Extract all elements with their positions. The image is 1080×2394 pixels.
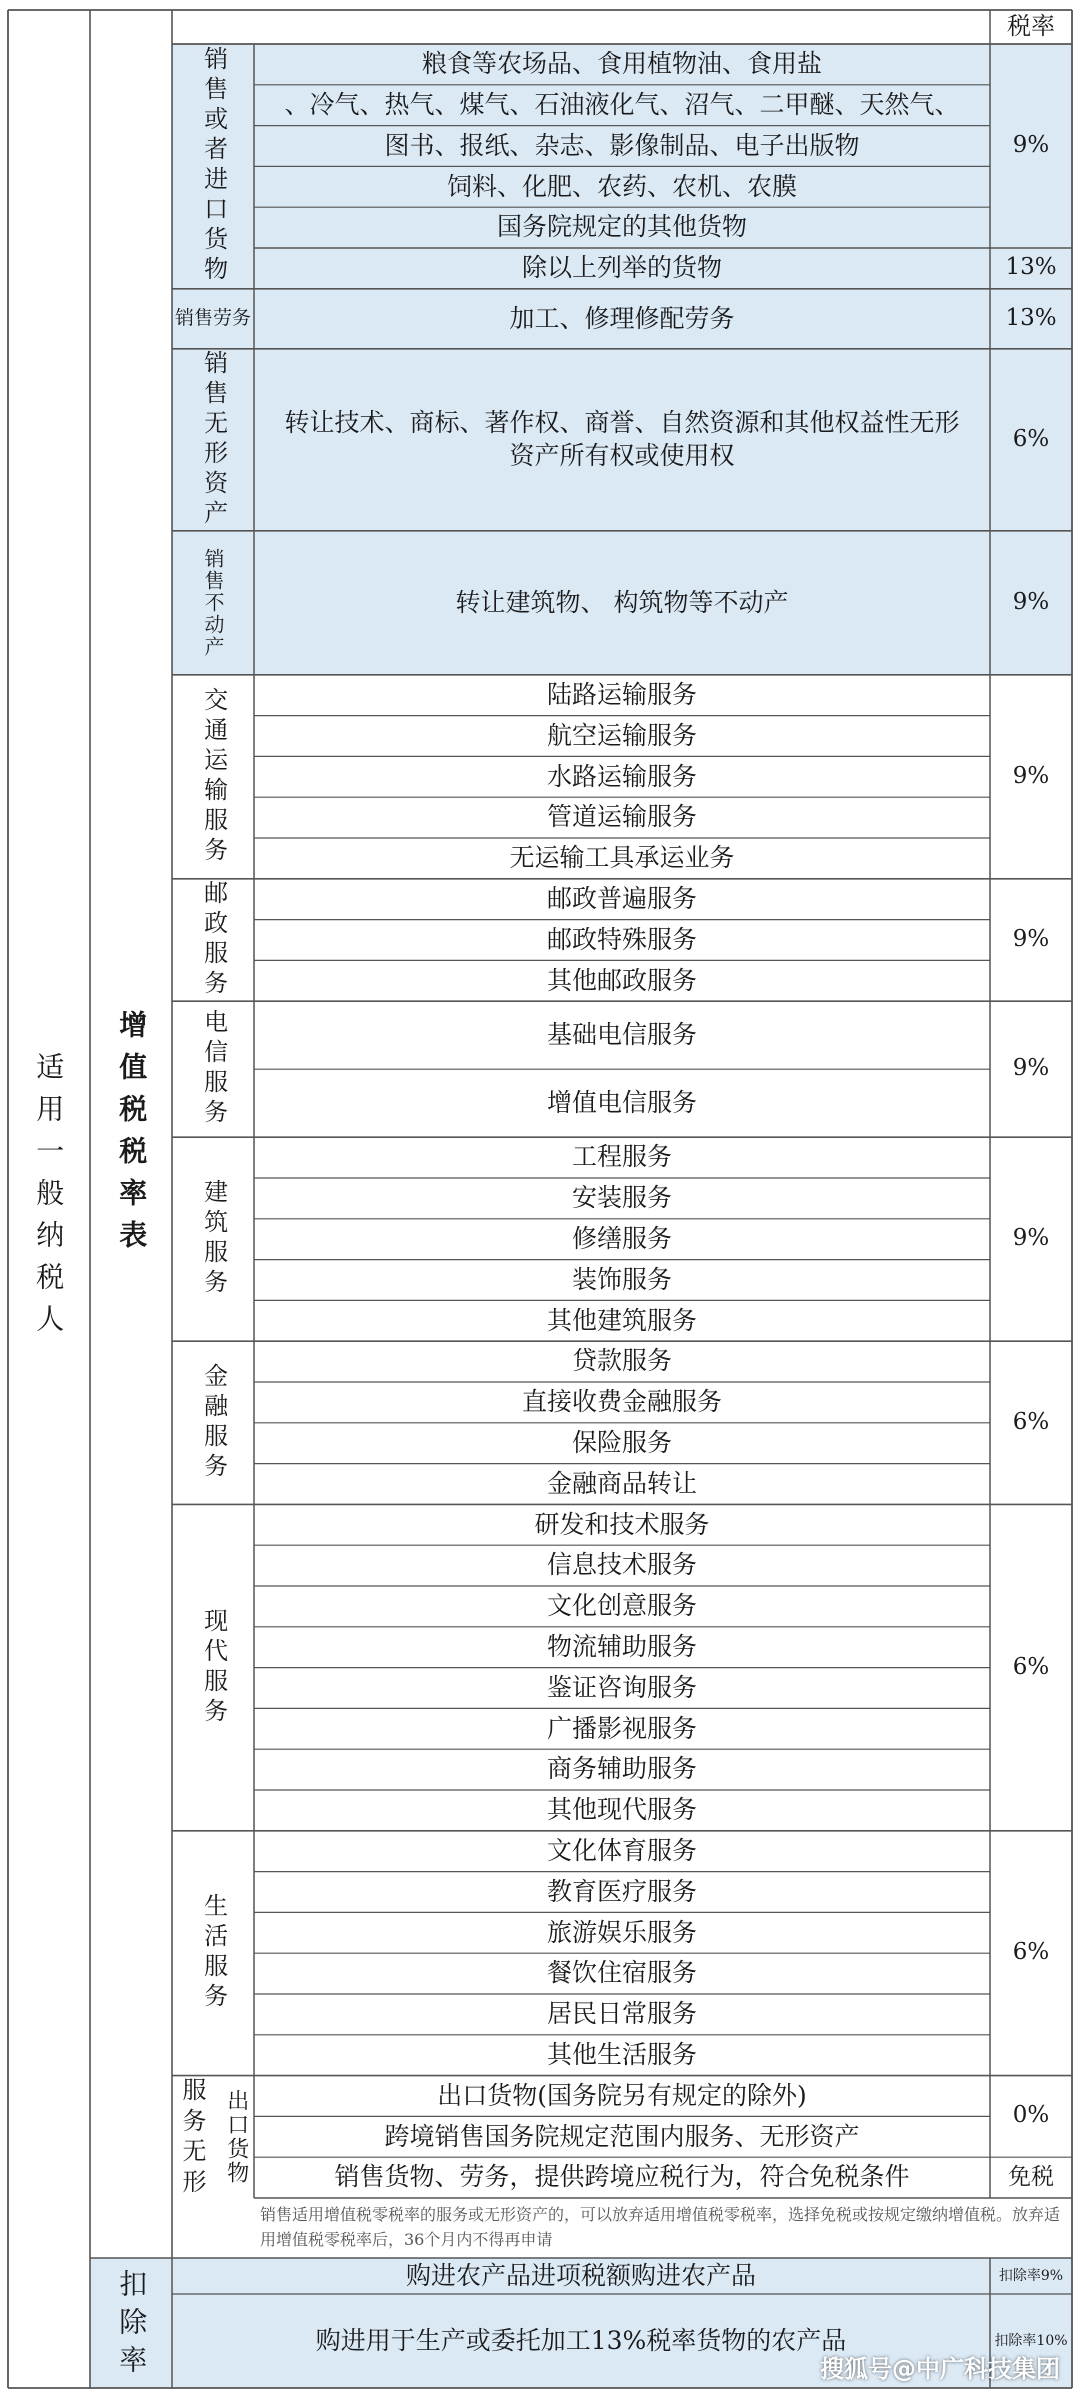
item-row: 其他邮政服务 xyxy=(546,965,697,995)
section-label: 现代服务 xyxy=(199,1607,228,1728)
item-row: 研发和技术服务 xyxy=(534,1509,710,1539)
rate-cell: 6% xyxy=(1012,1653,1050,1680)
item-row: 航空运输服务 xyxy=(546,720,697,750)
item-row: 鉴证咨询服务 xyxy=(546,1672,697,1702)
item-row: 基础电信服务 xyxy=(546,1019,697,1049)
section-label: 交通运输服务 xyxy=(199,686,228,867)
section-label: 销售或者进口货物 xyxy=(199,46,228,287)
item-row: 其他建筑服务 xyxy=(546,1305,697,1335)
item-row: 广播影视服务 xyxy=(546,1713,697,1743)
section-label: 销售无形资产 xyxy=(199,349,228,530)
deduction-rate: 扣除率9% xyxy=(998,2267,1064,2284)
vat-table-label: 增值税税率表 xyxy=(115,1010,149,1262)
item-row: 文化体育服务 xyxy=(546,1835,697,1865)
item-row: 直接收费金融服务 xyxy=(521,1387,722,1417)
rate-cell: 9% xyxy=(1012,762,1050,789)
item-row: 水路运输服务 xyxy=(546,761,697,791)
item-row: 工程服务 xyxy=(571,1142,672,1172)
item-row: 除以上列举的货物 xyxy=(521,253,722,283)
item-row: 安装服务 xyxy=(571,1183,672,1213)
item-row: 无运输工具承运业务 xyxy=(509,843,735,873)
item-row: 转让建筑物、 构筑物等不动产 xyxy=(455,587,789,617)
rate-cell: 9% xyxy=(1012,926,1050,953)
rate-cell: 9% xyxy=(1012,1225,1050,1252)
item-row: 旅游娱乐服务 xyxy=(546,1917,697,1947)
item-row: 文化创意服务 xyxy=(546,1591,697,1621)
rate-cell: 13% xyxy=(1005,304,1057,331)
item-row: 管道运输服务 xyxy=(546,802,697,832)
item-row: 其他现代服务 xyxy=(546,1795,697,1825)
export-rate-zero: 0% xyxy=(1012,2102,1050,2129)
item-row: 居民日常服务 xyxy=(546,1999,697,2029)
section-label: 销售劳务 xyxy=(174,307,251,330)
rate-cell: 9% xyxy=(1012,1055,1050,1082)
item-row: 其他生活服务 xyxy=(546,2039,697,2069)
item-row: 国务院规定的其他货物 xyxy=(496,212,747,242)
export-item: 销售货物、劳务，提供跨境应税行为，符合免税条件 xyxy=(334,2162,910,2192)
rate-cell: 9% xyxy=(1012,588,1050,615)
item-row: 饲料、化肥、农药、农机、农膜 xyxy=(446,171,797,201)
export-label-intangible: 无形 xyxy=(182,2137,207,2197)
item-row: 加工、修理修配劳务 xyxy=(509,303,735,333)
section-label: 金融服务 xyxy=(199,1362,228,1483)
export-item: 出口货物(国务院另有规定的除外) xyxy=(437,2080,807,2110)
rate-cell: 6% xyxy=(1012,425,1050,452)
deduction-item: 购进农产品进项税额购进农产品 xyxy=(405,2260,756,2290)
item-row: 金融商品转让 xyxy=(546,1468,697,1498)
item-row: 、冷气、热气、煤气、石油液化气、沼气、二甲醚、天然气、 xyxy=(284,89,960,119)
deduction-label: 扣除率 xyxy=(115,2269,149,2383)
item-row: 信息技术服务 xyxy=(546,1550,697,1580)
item-row: 教育医疗服务 xyxy=(546,1876,697,1906)
export-rate-exempt: 免税 xyxy=(1008,2163,1054,2190)
deduction-item: 购进用于生产或委托加工13%税率货物的农产品 xyxy=(315,2325,847,2355)
item-row: 邮政普遍服务 xyxy=(546,883,697,913)
item-row: 保险服务 xyxy=(571,1427,672,1457)
section-label: 销售不动产 xyxy=(201,547,225,658)
export-label-service: 服务 xyxy=(182,2076,207,2136)
rate-cell: 6% xyxy=(1012,1939,1050,1966)
item-row: 餐饮住宿服务 xyxy=(546,1958,697,1988)
item-row: 转让技术、商标、著作权、商誉、自然资源和其他权益性无形资产所有权或使用权 xyxy=(284,408,960,470)
item-row: 图书、报纸、杂志、影像制品、电子出版物 xyxy=(384,130,860,160)
rate-cell: 13% xyxy=(1005,254,1057,281)
item-row: 装饰服务 xyxy=(571,1264,672,1294)
item-row: 陆路运输服务 xyxy=(546,679,697,709)
export-item: 跨境销售国务院规定范围内服务、无形资产 xyxy=(384,2121,860,2151)
export-label-goods: 出口货物 xyxy=(223,2088,249,2185)
header-rate: 税率 xyxy=(1007,12,1055,41)
section-label: 电信服务 xyxy=(199,1009,228,1130)
deduction-rate: 扣除率10% xyxy=(994,2332,1068,2349)
section-label: 建筑服务 xyxy=(199,1179,228,1300)
section-label: 生活服务 xyxy=(199,1893,228,2014)
item-row: 邮政特殊服务 xyxy=(546,924,697,954)
item-row: 贷款服务 xyxy=(571,1346,672,1376)
item-row: 增值电信服务 xyxy=(546,1087,697,1117)
item-row: 修缮服务 xyxy=(571,1223,672,1253)
item-row: 粮食等农场品、食用植物油、食用盐 xyxy=(421,49,822,79)
item-row: 物流辅助服务 xyxy=(546,1631,697,1661)
export-note: 销售适用增值税零税率的服务或无形资产的，可以放弃适用增值税零税率，选择免税或按规定缴纳增值税。放弃适用增值税零税率后，36个月内不得再申请 xyxy=(260,2205,1061,2249)
section-label: 邮政服务 xyxy=(199,879,228,1000)
item-row: 商务辅助服务 xyxy=(546,1754,697,1784)
rate-cell: 6% xyxy=(1012,1408,1050,1435)
rate-cell: 9% xyxy=(1012,132,1050,159)
watermark: 搜狐号@中广科技集团 xyxy=(820,2355,1060,2383)
scope-label: 适用一般纳税人 xyxy=(32,1052,66,1346)
